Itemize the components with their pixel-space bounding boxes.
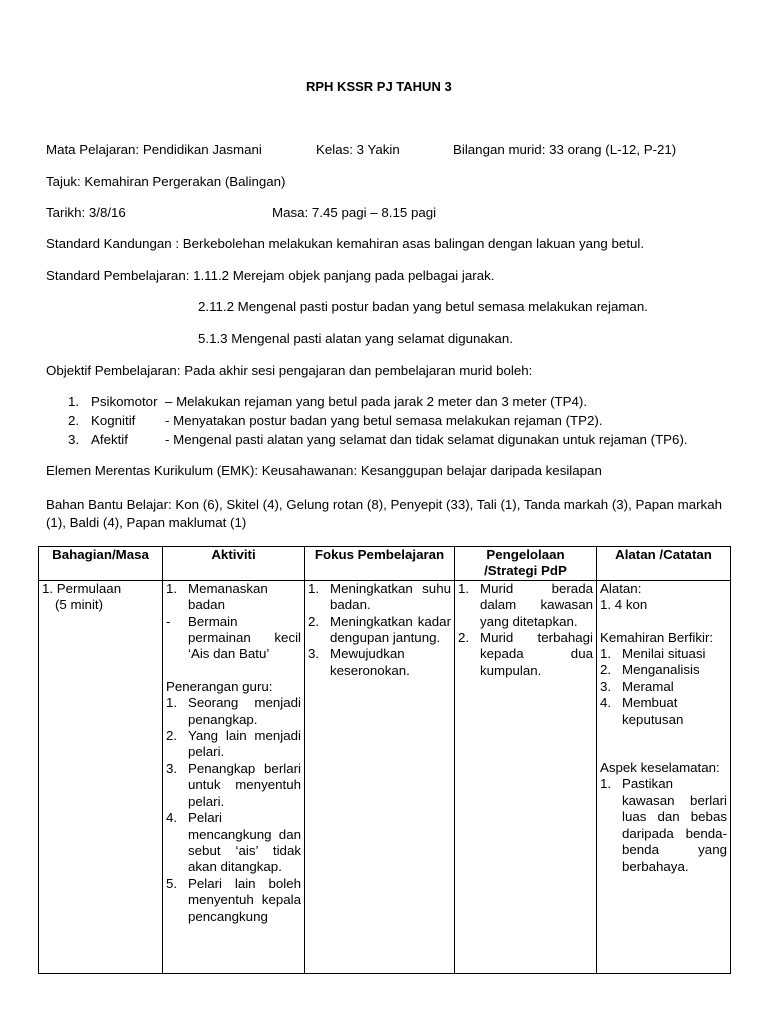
item-text: Yang lain menjadi pelari. xyxy=(188,728,301,760)
item-num: 2. xyxy=(308,613,320,629)
item-text: Penangkap berlari untuk menyentuh pelari. xyxy=(188,760,301,809)
item-num: 1. xyxy=(458,580,470,596)
item-dash: - xyxy=(166,613,171,629)
fokus-list xyxy=(308,581,451,679)
standard-pembelajaran-1: Standard Pembelajaran: 1.11.2 Merejam objek panjang pada pelbagai jarak. xyxy=(46,268,495,283)
item-text: Meningkatkan kadar dengupan jantung. xyxy=(330,613,451,646)
list-item xyxy=(458,630,593,679)
tajuk: Tajuk: Kemahiran Pergerakan (Balingan) xyxy=(46,174,286,189)
bahagian-cell xyxy=(39,580,163,973)
item-num: 1. xyxy=(600,646,612,662)
bilangan-murid: Bilangan murid: 33 orang (L-12, P-21) xyxy=(453,142,677,157)
list-item xyxy=(600,679,727,695)
item-num: 2. xyxy=(458,630,470,646)
item-text: Murid berada dalam kawasan yang ditetapkan. xyxy=(480,580,593,629)
item-text: Pelari lain boleh menyentuh kepala pencangkung xyxy=(188,875,301,924)
penerangan-label: Penerangan guru: xyxy=(166,678,273,694)
objective-label: Psikomotor xyxy=(91,394,158,409)
kemahiran-berfikir-label: Kemahiran Berfikir: xyxy=(600,629,714,645)
objective-label: Afektif xyxy=(91,432,128,447)
item-text: Murid terbahagi kepada dua kumpulan. xyxy=(480,630,593,678)
list-item xyxy=(166,728,301,761)
standard-kandungan: Standard Kandungan : Berkebolehan melakukan kemahiran asas balingan dengan lakuan yang betul. xyxy=(46,236,645,251)
column-header: Alatan /Catatan xyxy=(597,547,731,581)
aspek-keselamatan-label: Aspek keselamatan: xyxy=(600,760,720,776)
kelas: Kelas: 3 Yakin xyxy=(316,142,400,157)
aktiviti-list xyxy=(166,581,301,663)
list-item xyxy=(166,810,301,876)
item-num: 1. xyxy=(600,776,612,792)
item-num: 2. xyxy=(166,728,178,744)
objective-text: – Melakukan rejaman yang betul pada jarak 2 meter dan 3 meter (TP4). xyxy=(165,394,588,409)
item-text: Menganalisis xyxy=(622,662,700,678)
standard-pembelajaran-3: 5.1.3 Mengenal pasti alatan yang selamat digunakan. xyxy=(198,331,513,346)
objective-text: - Menyatakan postur badan yang betul semasa melakukan rejaman (TP2). xyxy=(165,413,603,428)
penerangan-steps xyxy=(166,695,301,925)
emk: Elemen Merentas Kurikulum (EMK): Keusahawanan: Kesanggupan belajar daripada kesilapan xyxy=(46,463,602,478)
pengelolaan-cell xyxy=(455,580,597,973)
table-row xyxy=(39,580,731,973)
bahan-bantu-belajar: Bahan Bantu Belajar: Kon (6), Skitel (4), Gelung rotan (8), Penyepit (33), Tali (1), Tanda markah (3), Papan markah (1), Baldi (4), Papan maklumat (1) xyxy=(46,497,722,530)
list-item xyxy=(308,646,451,679)
bahagian-title: 1. Permulaan xyxy=(42,580,122,596)
item-num: 3. xyxy=(166,760,178,776)
list-item xyxy=(458,581,593,630)
column-header: Aktiviti xyxy=(163,547,305,581)
alatan-label: Alatan: xyxy=(600,580,642,596)
objective-num: 1. xyxy=(68,394,80,409)
list-item xyxy=(600,776,727,874)
list-item xyxy=(166,876,301,925)
item-text: Menilai situasi xyxy=(622,646,706,662)
list-item xyxy=(600,662,727,678)
aktiviti-cell xyxy=(163,580,305,973)
objective-num: 3. xyxy=(68,432,80,447)
item-text: Meramal xyxy=(622,678,674,694)
list-item xyxy=(308,614,451,647)
list-item xyxy=(600,695,727,728)
objective-text: - Mengenal pasti alatan yang selamat dan tidak selamat digunakan untuk rejaman (TP6). xyxy=(165,432,688,447)
item-num: 1. xyxy=(166,580,178,596)
document-title: RPH KSSR PJ TAHUN 3 xyxy=(306,79,452,94)
kemahiran-list xyxy=(600,646,727,728)
objective-num: 2. xyxy=(68,413,80,428)
fokus-cell xyxy=(305,580,455,973)
item-text: Seorang menjadi penangkap. xyxy=(188,695,301,727)
item-text: Memanaskan badan xyxy=(188,580,268,613)
column-header: Fokus Pembelajaran xyxy=(305,547,455,581)
item-num: 2. xyxy=(600,662,612,678)
alatan-item: 1. 4 kon xyxy=(600,597,648,613)
table-header-row xyxy=(39,547,731,581)
list-item xyxy=(166,761,301,810)
standard-pembelajaran-2: 2.11.2 Mengenal pasti postur badan yang betul semasa melakukan rejaman. xyxy=(198,299,648,314)
lesson-table xyxy=(38,546,731,974)
mata-pelajaran: Mata Pelajaran: Pendidikan Jasmani xyxy=(46,142,262,157)
masa: Masa: 7.45 pagi – 8.15 pagi xyxy=(272,205,437,220)
list-item xyxy=(166,695,301,728)
objective-label: Kognitif xyxy=(91,413,136,428)
alatan-cell xyxy=(597,580,731,973)
list-item xyxy=(166,614,301,663)
column-header: Bahagian/Masa xyxy=(39,547,163,581)
item-num: 5. xyxy=(166,875,178,891)
objektif-intro: Objektif Pembelajaran: Pada akhir sesi pengajaran dan pembelajaran murid boleh: xyxy=(46,363,533,378)
item-text: Pastikan kawasan berlari luas dan bebas daripada benda-benda yang berbahaya. xyxy=(622,776,727,874)
item-text: Membuat keputusan xyxy=(622,695,684,727)
pengelolaan-list xyxy=(458,581,593,679)
item-text: Meningkatkan suhu badan. xyxy=(330,580,451,613)
tarikh: Tarikh: 3/8/16 xyxy=(46,205,126,220)
item-num: 1. xyxy=(166,695,178,711)
item-num: 4. xyxy=(166,810,178,826)
item-num: 4. xyxy=(600,695,612,711)
column-header: Pengelolaan /Strategi PdP xyxy=(455,547,597,581)
item-num: 1. xyxy=(308,580,320,596)
list-item xyxy=(308,581,451,614)
list-item xyxy=(600,646,727,662)
item-text: Pelari mencangkung dan sebut ‘ais’ tidak akan ditangkap. xyxy=(188,810,301,875)
item-num: 3. xyxy=(600,678,612,694)
bahagian-time: (5 minit) xyxy=(55,597,104,613)
list-item xyxy=(166,581,301,614)
aspek-list xyxy=(600,776,727,874)
item-text: Bermain permainan kecil ‘Ais dan Batu’ xyxy=(188,613,301,662)
item-num: 3. xyxy=(308,646,320,662)
item-text: Mewujudkan keseronokan. xyxy=(330,646,410,678)
